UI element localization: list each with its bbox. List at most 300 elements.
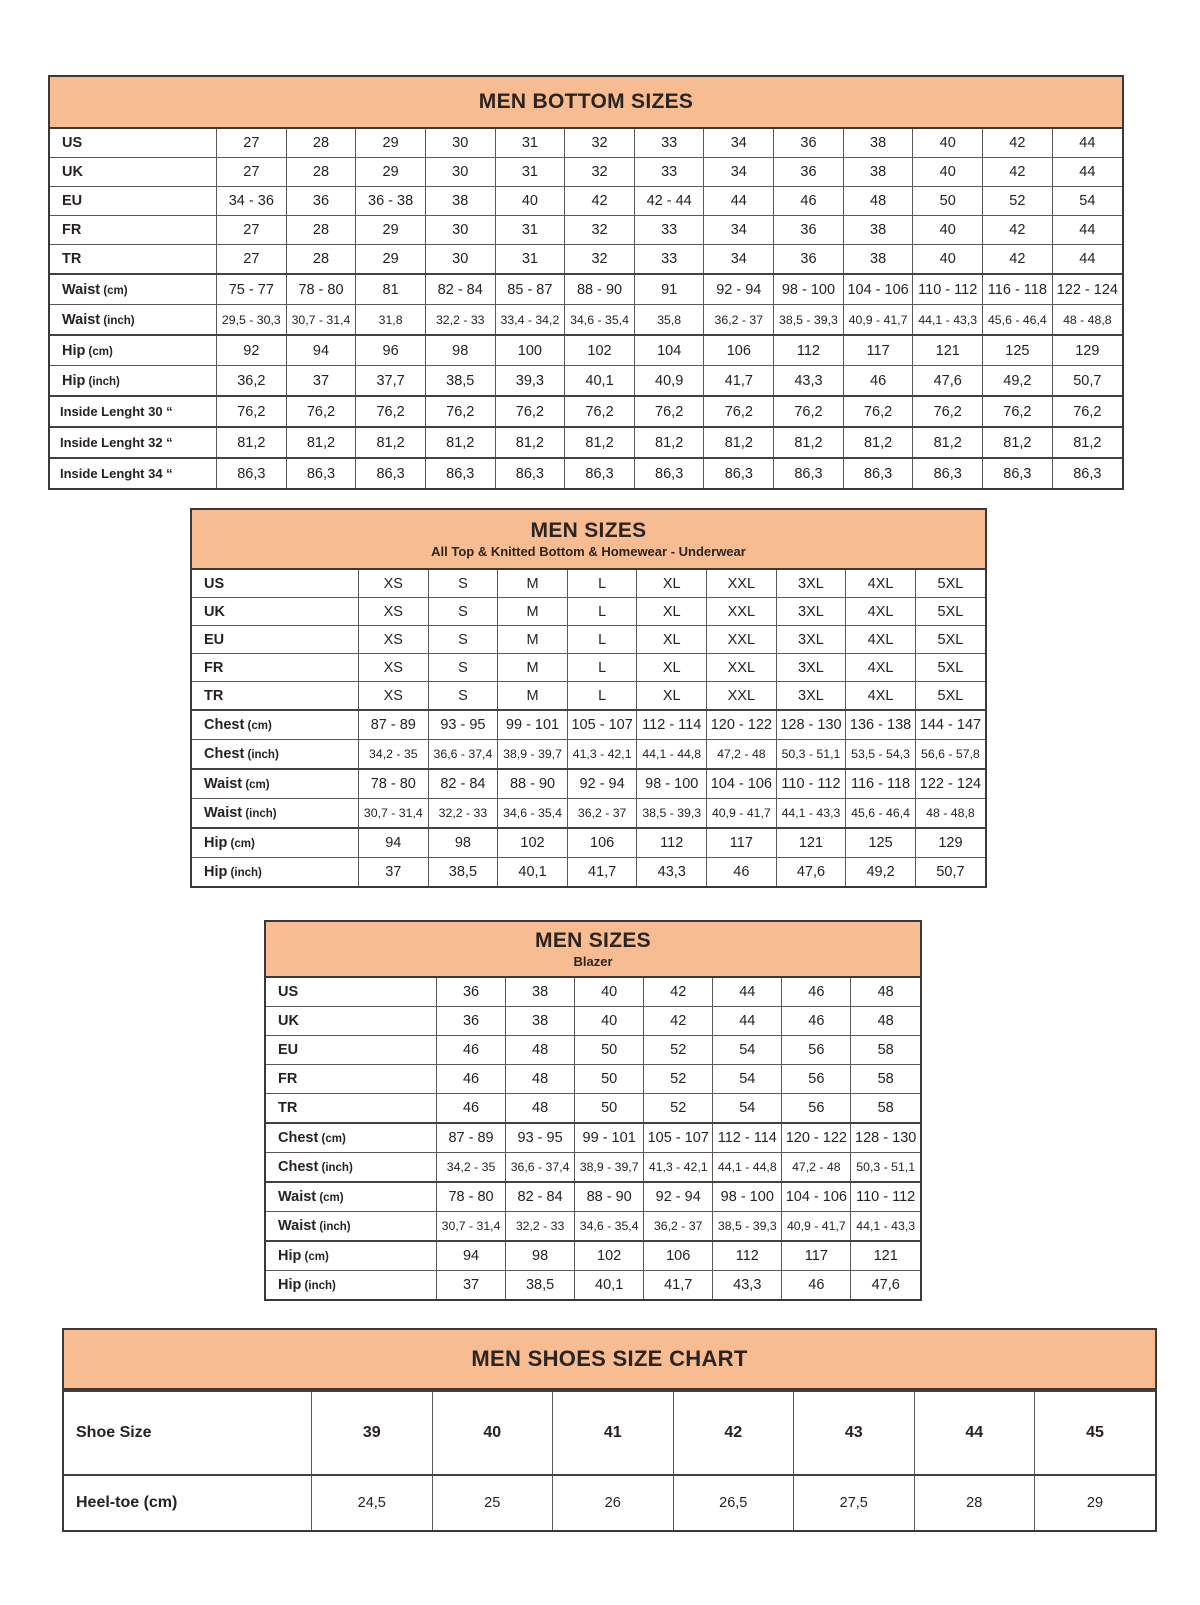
cell-value: 33 bbox=[634, 129, 704, 158]
cell-value: 31 bbox=[495, 158, 565, 187]
cell-value: 30 bbox=[425, 245, 495, 275]
cell-value: 46 bbox=[774, 187, 844, 216]
cell-value: 29 bbox=[356, 245, 426, 275]
cell-value: 5XL bbox=[915, 626, 985, 654]
cell-value: 3XL bbox=[776, 570, 846, 598]
table-row bbox=[192, 598, 985, 626]
cell-value: 81,2 bbox=[983, 427, 1053, 458]
cell-value: 125 bbox=[846, 828, 916, 858]
cell-value: 38 bbox=[843, 129, 913, 158]
cell-value: 76,2 bbox=[704, 396, 774, 427]
cell-value: 42 bbox=[983, 216, 1053, 245]
cell-value: 92 - 94 bbox=[567, 769, 637, 799]
cell-value: 40 bbox=[575, 978, 644, 1007]
cell-value: 38 bbox=[843, 216, 913, 245]
cell-value: 99 - 101 bbox=[498, 710, 568, 740]
cell-value: 27 bbox=[217, 129, 287, 158]
cell-value: 104 - 106 bbox=[707, 769, 777, 799]
cell-value: 28 bbox=[914, 1475, 1035, 1530]
cell-value: 36 bbox=[774, 216, 844, 245]
cell-value: 102 bbox=[575, 1241, 644, 1271]
cell-value: 44 bbox=[1052, 158, 1122, 187]
table-title: MEN BOTTOM SIZES bbox=[478, 90, 694, 113]
cell-value: 87 - 89 bbox=[359, 710, 429, 740]
cell-value: 98 bbox=[425, 335, 495, 366]
cell-value: 76,2 bbox=[983, 396, 1053, 427]
cell-value: 86,3 bbox=[495, 458, 565, 488]
cell-value: 48 bbox=[506, 1065, 575, 1094]
cell-value: 34,6 - 35,4 bbox=[575, 1212, 644, 1242]
cell-value: 86,3 bbox=[286, 458, 356, 488]
cell-value: XXL bbox=[707, 626, 777, 654]
row-label: Chest (cm) bbox=[192, 710, 359, 740]
cell-value: 39 bbox=[312, 1391, 433, 1475]
row-label: US bbox=[50, 129, 217, 158]
cell-value: 82 - 84 bbox=[428, 769, 498, 799]
cell-value: 94 bbox=[286, 335, 356, 366]
cell-value: 120 - 122 bbox=[782, 1123, 851, 1153]
table-row bbox=[50, 335, 1122, 366]
cell-value: 48 bbox=[851, 978, 920, 1007]
cell-value: 41,7 bbox=[567, 858, 637, 887]
cell-value: 3XL bbox=[776, 654, 846, 682]
cell-value: 42 bbox=[673, 1391, 794, 1475]
cell-value: 48 - 48,8 bbox=[915, 799, 985, 829]
table-row bbox=[266, 1094, 920, 1124]
cell-value: 104 - 106 bbox=[782, 1182, 851, 1212]
row-label: Inside Lenght 34 “ bbox=[50, 458, 217, 488]
cell-value: 86,3 bbox=[1052, 458, 1122, 488]
cell-value: 86,3 bbox=[913, 458, 983, 488]
cell-value: 76,2 bbox=[843, 396, 913, 427]
cell-value: XL bbox=[637, 570, 707, 598]
cell-value: 46 bbox=[437, 1065, 506, 1094]
table-row bbox=[64, 1391, 1155, 1475]
cell-value: 30 bbox=[425, 158, 495, 187]
cell-value: 86,3 bbox=[983, 458, 1053, 488]
cell-value: 78 - 80 bbox=[437, 1182, 506, 1212]
cell-value: 81,2 bbox=[356, 427, 426, 458]
row-label: US bbox=[266, 978, 437, 1007]
cell-value: 106 bbox=[567, 828, 637, 858]
table-row bbox=[266, 1036, 920, 1065]
cell-value: M bbox=[498, 626, 568, 654]
cell-value: 36 bbox=[774, 158, 844, 187]
cell-value: 94 bbox=[359, 828, 429, 858]
table-title: MEN SHOES SIZE CHART bbox=[471, 1346, 748, 1371]
cell-value: 136 - 138 bbox=[846, 710, 916, 740]
table-row bbox=[192, 710, 985, 740]
cell-value: 41,3 - 42,1 bbox=[567, 740, 637, 770]
cell-value: 81,2 bbox=[286, 427, 356, 458]
cell-value: 50,3 - 51,1 bbox=[851, 1153, 920, 1183]
cell-value: 76,2 bbox=[565, 396, 635, 427]
cell-value: 49,2 bbox=[846, 858, 916, 887]
cell-value: 56 bbox=[782, 1094, 851, 1124]
table-row bbox=[266, 1241, 920, 1271]
cell-value: 30,7 - 31,4 bbox=[286, 305, 356, 336]
cell-value: 27 bbox=[217, 245, 287, 275]
cell-value: 33 bbox=[634, 245, 704, 275]
cell-value: 37 bbox=[286, 366, 356, 397]
cell-value: XS bbox=[359, 654, 429, 682]
cell-value: 98 - 100 bbox=[774, 274, 844, 305]
cell-value: 125 bbox=[983, 335, 1053, 366]
table-row bbox=[266, 1271, 920, 1300]
cell-value: 26,5 bbox=[673, 1475, 794, 1530]
cell-value: 40,9 - 41,7 bbox=[843, 305, 913, 336]
cell-value: 46 bbox=[437, 1094, 506, 1124]
cell-value: 112 - 114 bbox=[713, 1123, 782, 1153]
cell-value: 33 bbox=[634, 216, 704, 245]
cell-value: 32 bbox=[565, 245, 635, 275]
row-label: Hip (cm) bbox=[50, 335, 217, 366]
cell-value: 58 bbox=[851, 1094, 920, 1124]
cell-value: 86,3 bbox=[843, 458, 913, 488]
table-header bbox=[50, 77, 1122, 129]
cell-value: 86,3 bbox=[217, 458, 287, 488]
cell-value: 40 bbox=[913, 216, 983, 245]
cell-value: 48 bbox=[843, 187, 913, 216]
cell-value: 76,2 bbox=[774, 396, 844, 427]
cell-value: XL bbox=[637, 682, 707, 711]
size-grid bbox=[192, 570, 985, 886]
cell-value: 38 bbox=[843, 158, 913, 187]
cell-value: S bbox=[428, 654, 498, 682]
cell-value: 30 bbox=[425, 129, 495, 158]
cell-value: 34 bbox=[704, 129, 774, 158]
cell-value: 102 bbox=[565, 335, 635, 366]
cell-value: 56 bbox=[782, 1036, 851, 1065]
cell-value: 117 bbox=[843, 335, 913, 366]
cell-value: 81,2 bbox=[495, 427, 565, 458]
row-label: Waist (cm) bbox=[50, 274, 217, 305]
cell-value: 36 bbox=[437, 1007, 506, 1036]
table-row bbox=[50, 396, 1122, 427]
cell-value: 3XL bbox=[776, 598, 846, 626]
table-row bbox=[192, 740, 985, 770]
cell-value: 110 - 112 bbox=[776, 769, 846, 799]
cell-value: 34 bbox=[704, 158, 774, 187]
table-row bbox=[50, 216, 1122, 245]
cell-value: M bbox=[498, 682, 568, 711]
cell-value: 44,1 - 43,3 bbox=[851, 1212, 920, 1242]
table-subtitle: Blazer bbox=[573, 954, 613, 969]
cell-value: 40,9 - 41,7 bbox=[782, 1212, 851, 1242]
cell-value: 42 - 44 bbox=[634, 187, 704, 216]
cell-value: 40,1 bbox=[565, 366, 635, 397]
cell-value: 52 bbox=[983, 187, 1053, 216]
cell-value: 40,1 bbox=[498, 858, 568, 887]
men-sizes-blazer-table bbox=[264, 920, 922, 1301]
cell-value: 45,6 - 46,4 bbox=[983, 305, 1053, 336]
cell-value: 32,2 - 33 bbox=[425, 305, 495, 336]
cell-value: 43,3 bbox=[713, 1271, 782, 1300]
cell-value: 105 - 107 bbox=[644, 1123, 713, 1153]
men-sizes-tops-table bbox=[190, 508, 987, 888]
cell-value: 76,2 bbox=[1052, 396, 1122, 427]
cell-value: S bbox=[428, 570, 498, 598]
cell-value: 36 bbox=[774, 129, 844, 158]
cell-value: 41 bbox=[553, 1391, 674, 1475]
size-grid bbox=[50, 129, 1122, 488]
cell-value: 104 bbox=[634, 335, 704, 366]
table-title: MEN SIZES bbox=[530, 519, 647, 542]
cell-value: 3XL bbox=[776, 682, 846, 711]
cell-value: 4XL bbox=[846, 682, 916, 711]
cell-value: 40 bbox=[913, 158, 983, 187]
cell-value: 129 bbox=[1052, 335, 1122, 366]
row-label: Chest (inch) bbox=[192, 740, 359, 770]
cell-value: 99 - 101 bbox=[575, 1123, 644, 1153]
cell-value: 32,2 - 33 bbox=[506, 1212, 575, 1242]
cell-value: 121 bbox=[776, 828, 846, 858]
cell-value: 81 bbox=[356, 274, 426, 305]
cell-value: 44 bbox=[713, 978, 782, 1007]
row-label: Chest (inch) bbox=[266, 1153, 437, 1183]
cell-value: XS bbox=[359, 682, 429, 711]
cell-value: 76,2 bbox=[356, 396, 426, 427]
cell-value: 81,2 bbox=[843, 427, 913, 458]
cell-value: 27,5 bbox=[794, 1475, 915, 1530]
cell-value: 33 bbox=[634, 158, 704, 187]
cell-value: 49,2 bbox=[983, 366, 1053, 397]
row-label: Waist (inch) bbox=[50, 305, 217, 336]
cell-value: 40,1 bbox=[575, 1271, 644, 1300]
table-row bbox=[192, 682, 985, 711]
cell-value: 112 bbox=[713, 1241, 782, 1271]
cell-value: 37,7 bbox=[356, 366, 426, 397]
row-label: Inside Lenght 32 “ bbox=[50, 427, 217, 458]
cell-value: 92 bbox=[217, 335, 287, 366]
cell-value: M bbox=[498, 598, 568, 626]
cell-value: 116 - 118 bbox=[846, 769, 916, 799]
row-label: Waist (cm) bbox=[192, 769, 359, 799]
table-header bbox=[64, 1330, 1155, 1390]
cell-value: 54 bbox=[713, 1036, 782, 1065]
cell-value: 25 bbox=[432, 1475, 553, 1530]
row-label: Waist (inch) bbox=[192, 799, 359, 829]
cell-value: 81,2 bbox=[634, 427, 704, 458]
cell-value: XXL bbox=[707, 570, 777, 598]
row-label: Hip (inch) bbox=[50, 366, 217, 397]
cell-value: 92 - 94 bbox=[644, 1182, 713, 1212]
table-row bbox=[266, 1007, 920, 1036]
cell-value: 38,5 - 39,3 bbox=[637, 799, 707, 829]
table-row bbox=[266, 1212, 920, 1242]
cell-value: 27 bbox=[217, 216, 287, 245]
cell-value: 50,3 - 51,1 bbox=[776, 740, 846, 770]
cell-value: 44 bbox=[1052, 245, 1122, 275]
cell-value: 44 bbox=[1052, 216, 1122, 245]
cell-value: 76,2 bbox=[286, 396, 356, 427]
cell-value: 42 bbox=[644, 978, 713, 1007]
cell-value: 50 bbox=[575, 1094, 644, 1124]
cell-value: 34 - 36 bbox=[217, 187, 287, 216]
cell-value: 24,5 bbox=[312, 1475, 433, 1530]
cell-value: 76,2 bbox=[217, 396, 287, 427]
cell-value: 50 bbox=[575, 1065, 644, 1094]
cell-value: 34 bbox=[704, 245, 774, 275]
table-row bbox=[50, 129, 1122, 158]
cell-value: 52 bbox=[644, 1036, 713, 1065]
cell-value: 5XL bbox=[915, 654, 985, 682]
cell-value: 81,2 bbox=[704, 427, 774, 458]
table-header bbox=[266, 922, 920, 978]
cell-value: 36,6 - 37,4 bbox=[428, 740, 498, 770]
cell-value: 40 bbox=[913, 129, 983, 158]
cell-value: 31 bbox=[495, 245, 565, 275]
cell-value: 28 bbox=[286, 216, 356, 245]
cell-value: 42 bbox=[983, 129, 1053, 158]
cell-value: 38,5 bbox=[428, 858, 498, 887]
cell-value: XL bbox=[637, 626, 707, 654]
cell-value: 104 - 106 bbox=[843, 274, 913, 305]
cell-value: 39,3 bbox=[495, 366, 565, 397]
cell-value: 128 - 130 bbox=[776, 710, 846, 740]
cell-value: 36 bbox=[774, 245, 844, 275]
cell-value: 4XL bbox=[846, 598, 916, 626]
cell-value: 28 bbox=[286, 158, 356, 187]
cell-value: 40,9 bbox=[634, 366, 704, 397]
row-label: Shoe Size bbox=[64, 1391, 312, 1475]
cell-value: 37 bbox=[359, 858, 429, 887]
cell-value: 35,8 bbox=[634, 305, 704, 336]
cell-value: 41,7 bbox=[644, 1271, 713, 1300]
cell-value: L bbox=[567, 682, 637, 711]
cell-value: 44 bbox=[1052, 129, 1122, 158]
cell-value: 32 bbox=[565, 158, 635, 187]
row-label: EU bbox=[50, 187, 217, 216]
cell-value: 38 bbox=[425, 187, 495, 216]
row-label: Waist (cm) bbox=[266, 1182, 437, 1212]
cell-value: 86,3 bbox=[356, 458, 426, 488]
cell-value: 40,9 - 41,7 bbox=[707, 799, 777, 829]
table-title: MEN SIZES bbox=[535, 929, 651, 952]
cell-value: 36 bbox=[286, 187, 356, 216]
cell-value: 56,6 - 57,8 bbox=[915, 740, 985, 770]
cell-value: 81,2 bbox=[774, 427, 844, 458]
row-label: UK bbox=[192, 598, 359, 626]
cell-value: 48 bbox=[506, 1094, 575, 1124]
row-label: FR bbox=[50, 216, 217, 245]
table-header bbox=[192, 510, 985, 570]
cell-value: 75 - 77 bbox=[217, 274, 287, 305]
cell-value: 117 bbox=[707, 828, 777, 858]
table-row bbox=[192, 858, 985, 887]
cell-value: 5XL bbox=[915, 682, 985, 711]
row-label: Hip (inch) bbox=[192, 858, 359, 887]
cell-value: 98 bbox=[428, 828, 498, 858]
cell-value: 47,6 bbox=[851, 1271, 920, 1300]
cell-value: S bbox=[428, 682, 498, 711]
cell-value: 50 bbox=[913, 187, 983, 216]
cell-value: 102 bbox=[498, 828, 568, 858]
cell-value: XS bbox=[359, 570, 429, 598]
cell-value: 56 bbox=[782, 1065, 851, 1094]
cell-value: 86,3 bbox=[425, 458, 495, 488]
cell-value: 96 bbox=[356, 335, 426, 366]
cell-value: 98 - 100 bbox=[713, 1182, 782, 1212]
cell-value: 36,2 bbox=[217, 366, 287, 397]
cell-value: 121 bbox=[851, 1241, 920, 1271]
cell-value: 50,7 bbox=[1052, 366, 1122, 397]
cell-value: 38,9 - 39,7 bbox=[498, 740, 568, 770]
cell-value: 34,2 - 35 bbox=[437, 1153, 506, 1183]
cell-value: 44,1 - 43,3 bbox=[913, 305, 983, 336]
cell-value: 53,5 - 54,3 bbox=[846, 740, 916, 770]
cell-value: L bbox=[567, 654, 637, 682]
cell-value: 40 bbox=[495, 187, 565, 216]
cell-value: 85 - 87 bbox=[495, 274, 565, 305]
cell-value: 86,3 bbox=[565, 458, 635, 488]
cell-value: 38 bbox=[506, 1007, 575, 1036]
cell-value: 38,5 bbox=[506, 1271, 575, 1300]
table-row bbox=[50, 245, 1122, 275]
cell-value: 44 bbox=[914, 1391, 1035, 1475]
cell-value: 36,2 - 37 bbox=[567, 799, 637, 829]
cell-value: L bbox=[567, 598, 637, 626]
cell-value: 38,9 - 39,7 bbox=[575, 1153, 644, 1183]
cell-value: 46 bbox=[707, 858, 777, 887]
row-label: UK bbox=[50, 158, 217, 187]
table-row bbox=[50, 187, 1122, 216]
cell-value: 44 bbox=[713, 1007, 782, 1036]
cell-value: 40 bbox=[575, 1007, 644, 1036]
row-label: Hip (cm) bbox=[266, 1241, 437, 1271]
cell-value: 46 bbox=[782, 1271, 851, 1300]
cell-value: 46 bbox=[782, 1007, 851, 1036]
cell-value: 31 bbox=[495, 216, 565, 245]
cell-value: 120 - 122 bbox=[707, 710, 777, 740]
cell-value: 43,3 bbox=[774, 366, 844, 397]
cell-value: 128 - 130 bbox=[851, 1123, 920, 1153]
cell-value: 86,3 bbox=[704, 458, 774, 488]
cell-value: 32 bbox=[565, 216, 635, 245]
table-row bbox=[192, 626, 985, 654]
cell-value: 5XL bbox=[915, 570, 985, 598]
cell-value: 116 - 118 bbox=[983, 274, 1053, 305]
table-row bbox=[50, 427, 1122, 458]
cell-value: 36,6 - 37,4 bbox=[506, 1153, 575, 1183]
cell-value: 34 bbox=[704, 216, 774, 245]
cell-value: 44,1 - 43,3 bbox=[776, 799, 846, 829]
cell-value: 38 bbox=[843, 245, 913, 275]
cell-value: 36,2 - 37 bbox=[644, 1212, 713, 1242]
row-label: Inside Lenght 30 “ bbox=[50, 396, 217, 427]
cell-value: 38,5 bbox=[425, 366, 495, 397]
cell-value: 46 bbox=[782, 978, 851, 1007]
table-row bbox=[192, 769, 985, 799]
cell-value: 43 bbox=[794, 1391, 915, 1475]
cell-value: 82 - 84 bbox=[425, 274, 495, 305]
cell-value: 82 - 84 bbox=[506, 1182, 575, 1212]
cell-value: 81,2 bbox=[217, 427, 287, 458]
cell-value: 81,2 bbox=[913, 427, 983, 458]
cell-value: 46 bbox=[843, 366, 913, 397]
cell-value: 86,3 bbox=[634, 458, 704, 488]
cell-value: 48 bbox=[506, 1036, 575, 1065]
cell-value: 26 bbox=[553, 1475, 674, 1530]
cell-value: M bbox=[498, 654, 568, 682]
table-row bbox=[266, 978, 920, 1007]
cell-value: 47,6 bbox=[913, 366, 983, 397]
cell-value: 58 bbox=[851, 1036, 920, 1065]
cell-value: 47,2 - 48 bbox=[782, 1153, 851, 1183]
cell-value: 29,5 - 30,3 bbox=[217, 305, 287, 336]
table-row bbox=[266, 1182, 920, 1212]
table-row bbox=[50, 274, 1122, 305]
